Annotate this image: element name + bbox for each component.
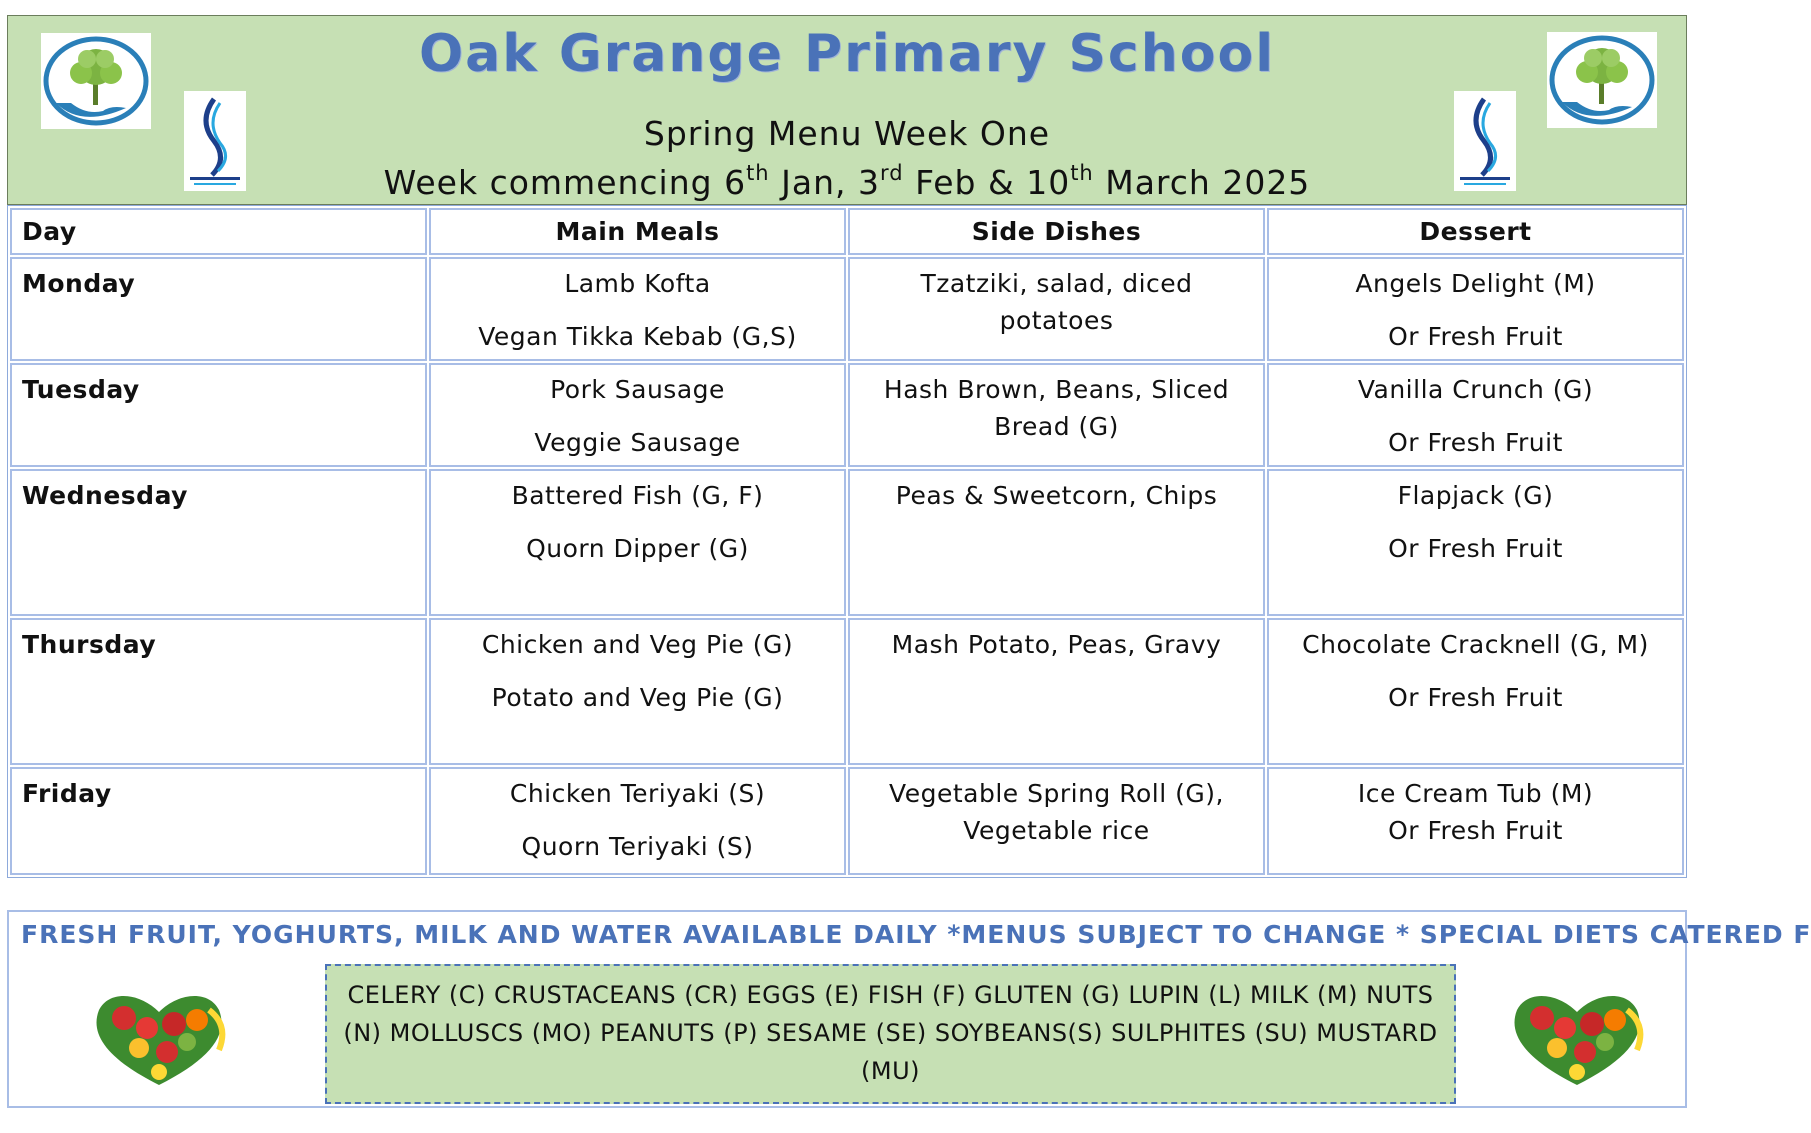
daily-availability-banner: FRESH FRUIT, YOGHURTS, MILK AND WATER AVAILABLE DAILY *MENUS SUBJECT TO CHANGE * SPECIAL DIETS CATERED F — [21, 920, 1811, 949]
side-dish-text: Vegetable Spring Roll (G), Vegetable rice — [889, 779, 1224, 845]
week-text: March 2025 — [1093, 163, 1311, 202]
menu-page — [7, 15, 1811, 1108]
main-meal-option: Vegan Tikka Kebab (G,S) — [478, 322, 797, 351]
main-meal-option: Potato and Veg Pie (G) — [491, 683, 784, 712]
dessert-option: Or Fresh Fruit — [1388, 534, 1563, 563]
main-meals-cell — [429, 257, 846, 361]
menu-header — [7, 15, 1687, 205]
column-header-dessert: Dessert — [1267, 208, 1684, 255]
fruit-heart-icon — [69, 980, 249, 1090]
week-commencing — [8, 163, 1686, 202]
table-row — [10, 469, 1684, 616]
table-row — [10, 363, 1684, 467]
menu-table — [7, 205, 1687, 878]
side-dish-text: Tzatziki, salad, diced potatoes — [920, 269, 1193, 335]
main-meals-cell — [429, 469, 846, 616]
column-header-main-meals: Main Meals — [429, 208, 846, 255]
dessert-option: Or Fresh Fruit — [1388, 428, 1563, 457]
side-dishes-cell — [848, 363, 1265, 467]
main-meal-option: Chicken and Veg Pie (G) — [481, 630, 794, 659]
main-meal-option: Pork Sausage — [550, 375, 725, 404]
dessert-cell — [1267, 469, 1684, 616]
dessert-option: Vanilla Crunch (G) — [1357, 375, 1594, 404]
week-sup: rd — [879, 161, 904, 185]
side-dishes-cell — [848, 257, 1265, 361]
day-cell: Tuesday — [10, 363, 427, 467]
table-row — [10, 767, 1684, 875]
week-text: Feb & 10 — [903, 163, 1071, 202]
main-meal-option: Quorn Teriyaki (S) — [521, 832, 754, 861]
side-dishes-cell — [848, 469, 1265, 616]
main-meals-cell — [429, 618, 846, 765]
day-cell: Friday — [10, 767, 427, 875]
main-meal-option: Lamb Kofta — [564, 269, 711, 298]
side-dishes-cell — [848, 618, 1265, 765]
day-cell: Wednesday — [10, 469, 427, 616]
menu-footer — [7, 910, 1811, 1108]
main-meals-cell — [429, 767, 846, 875]
week-text: Jan, 3 — [769, 163, 880, 202]
side-dish-text: Mash Potato, Peas, Gravy — [891, 630, 1222, 659]
dessert-cell — [1267, 618, 1684, 765]
dessert-cell — [1267, 767, 1684, 875]
main-meal-option: Chicken Teriyaki (S) — [509, 779, 766, 808]
column-header-side-dishes: Side Dishes — [848, 208, 1265, 255]
dessert-option: Flapjack (G) — [1397, 481, 1554, 510]
side-dish-text: Peas & Sweetcorn, Chips — [895, 481, 1218, 510]
day-cell: Thursday — [10, 618, 427, 765]
main-meal-option: Quorn Dipper (G) — [526, 534, 749, 563]
table-row — [10, 257, 1684, 361]
dessert-option: Or Fresh Fruit — [1388, 683, 1563, 712]
main-meals-cell — [429, 363, 846, 467]
school-name: Oak Grange Primary School — [418, 24, 1276, 84]
day-cell: Monday — [10, 257, 427, 361]
dessert-option: Ice Cream Tub (M) — [1357, 779, 1594, 808]
dessert-option: Chocolate Cracknell (G, M) — [1302, 630, 1649, 659]
week-sup: th — [746, 161, 770, 185]
side-dish-text: Hash Brown, Beans, Sliced Bread (G) — [883, 375, 1230, 441]
table-row — [10, 618, 1684, 765]
dessert-option: Or Fresh Fruit — [1388, 322, 1563, 351]
main-meal-option: Battered Fish (G, F) — [511, 481, 764, 510]
allergen-key: CELERY (C) CRUSTACEANS (CR) EGGS (E) FISH (F) GLUTEN (G) LUPIN (L) MILK (M) NUTS (N) MOLLUSCS (MO) PEANUTS (P) SESAME (SE) SOYBEANS(S) SULPHITES (SU) MUSTARD (MU) — [325, 964, 1456, 1104]
fruit-heart-icon — [1487, 980, 1667, 1090]
dessert-option: Angels Delight (M) — [1355, 269, 1596, 298]
week-text: Week commencing 6 — [383, 163, 747, 202]
column-header-day: Day — [10, 208, 427, 255]
dessert-cell — [1267, 363, 1684, 467]
main-meal-option: Veggie Sausage — [534, 428, 741, 457]
table-header-row — [10, 208, 1684, 255]
menu-title: Spring Menu Week One — [643, 114, 1051, 153]
week-sup: th — [1070, 161, 1094, 185]
dessert-cell — [1267, 257, 1684, 361]
side-dishes-cell — [848, 767, 1265, 875]
dessert-option: Or Fresh Fruit — [1388, 816, 1563, 845]
